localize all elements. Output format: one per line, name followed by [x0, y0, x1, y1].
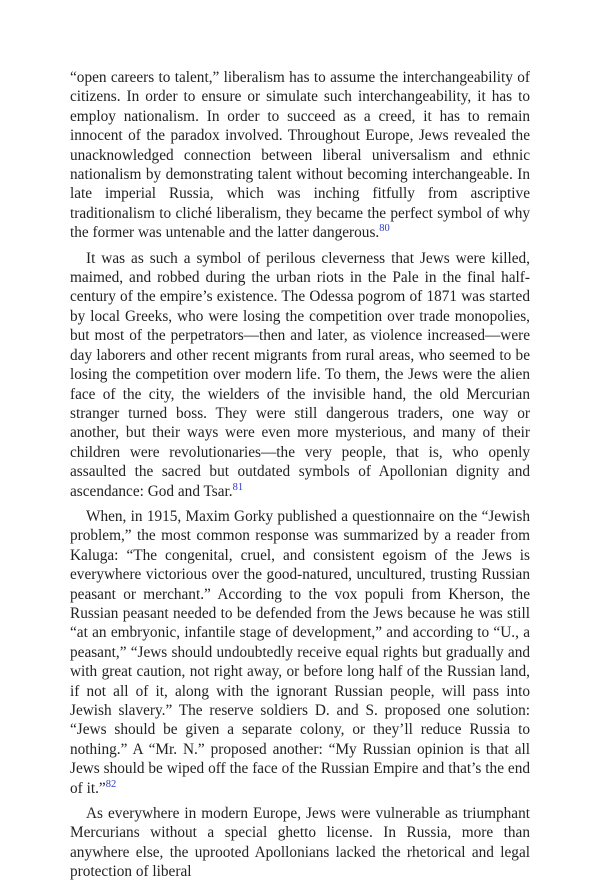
paragraph-2 [70, 249, 530, 501]
paragraph-2-text: It was as such a symbol of perilous cleverness that Jews were killed, maimed, and robbed during the urban riots in the Pale in the final half-century of the empire’s existence. The Odessa pogrom of 1871 was started by local Greeks, who were losing the competition over trade monopolies, but most of the perpetrators—then and later, as violence increased—were day laborers and other recent migrants from rural areas, who seemed to be losing the competition over modern life. To them, the Jews were the alien face of the city, the wielders of the invisible hand, the old Mercurian stranger turned boss. They were still dangerous traders, one way or another, but their ways were even more mysterious, and many of their children were revolutionaries—the very people, that is, who openly assaulted the sacred but outdated symbols of Apollonian dignity and ascendance: God and Tsar. [70, 249, 530, 500]
footnote-ref-81[interactable]: 81 [232, 481, 244, 493]
paragraph-3-text: When, in 1915, Maxim Gorky published a questionnaire on the “Jewish problem,” the most common response was summarized by a reader from Kaluga: “The congenital, cruel, and consistent egoism of the Jews is everywhere victorious over the good-natured, uncultured, trusting Russian peasant or merchant.” According to the vox populi from Kherson, the Russian peasant needed to be defended from the Jews because he was still “at an embryonic, infantile stage of development,” and according to “U., a peasant,” “Jews should undoubtedly receive equal rights but gradually and with great caution, not right away, or before long half of the Russian land, if not all of it, along with the ignorant Russian people, will pass into Jewish slavery.” The reserve soldiers D. and S. proposed one solution: “Jews should be given a separate colony, or they’ll reduce Russia to nothing.” A “Mr. N.” proposed another: “My Russian opinion is that all Jews should be wiped off the face of the Russian Empire and that’s the end of it.” [70, 507, 530, 797]
paragraph-4-text: As everywhere in modern Europe, Jews were vulnerable as triumphant Mercurians without a special ghetto license. In Russia, more than anywhere else, the uprooted Apollonians lacked the rhetorical and legal protection of liberal [70, 805, 530, 881]
paragraph-4 [70, 804, 530, 882]
footnote-ref-82[interactable]: 82 [105, 778, 117, 790]
footnote-ref-80[interactable]: 80 [379, 223, 390, 235]
paragraph-3 [70, 507, 530, 798]
paragraph-1-text: “open careers to talent,” liberalism has to assume the interchangeability of citizens. In order to ensure or simulate such interchangeability, it has to employ nationalism. In order to succeed as a creed, it has to remain innocent of the paradox involved. Throughout Europe, Jews revealed the unacknowledged connection between liberal universalism and ethnic nationalism by demonstrating talent without becoming interchangeable. In late imperial Russia, which was inching fitfully from ascriptive traditionalism to cliché liberalism, they became the perfect symbol of why the former was untenable and the latter dangerous. [70, 69, 530, 242]
paragraph-1 [70, 68, 530, 243]
page-body [70, 68, 530, 888]
